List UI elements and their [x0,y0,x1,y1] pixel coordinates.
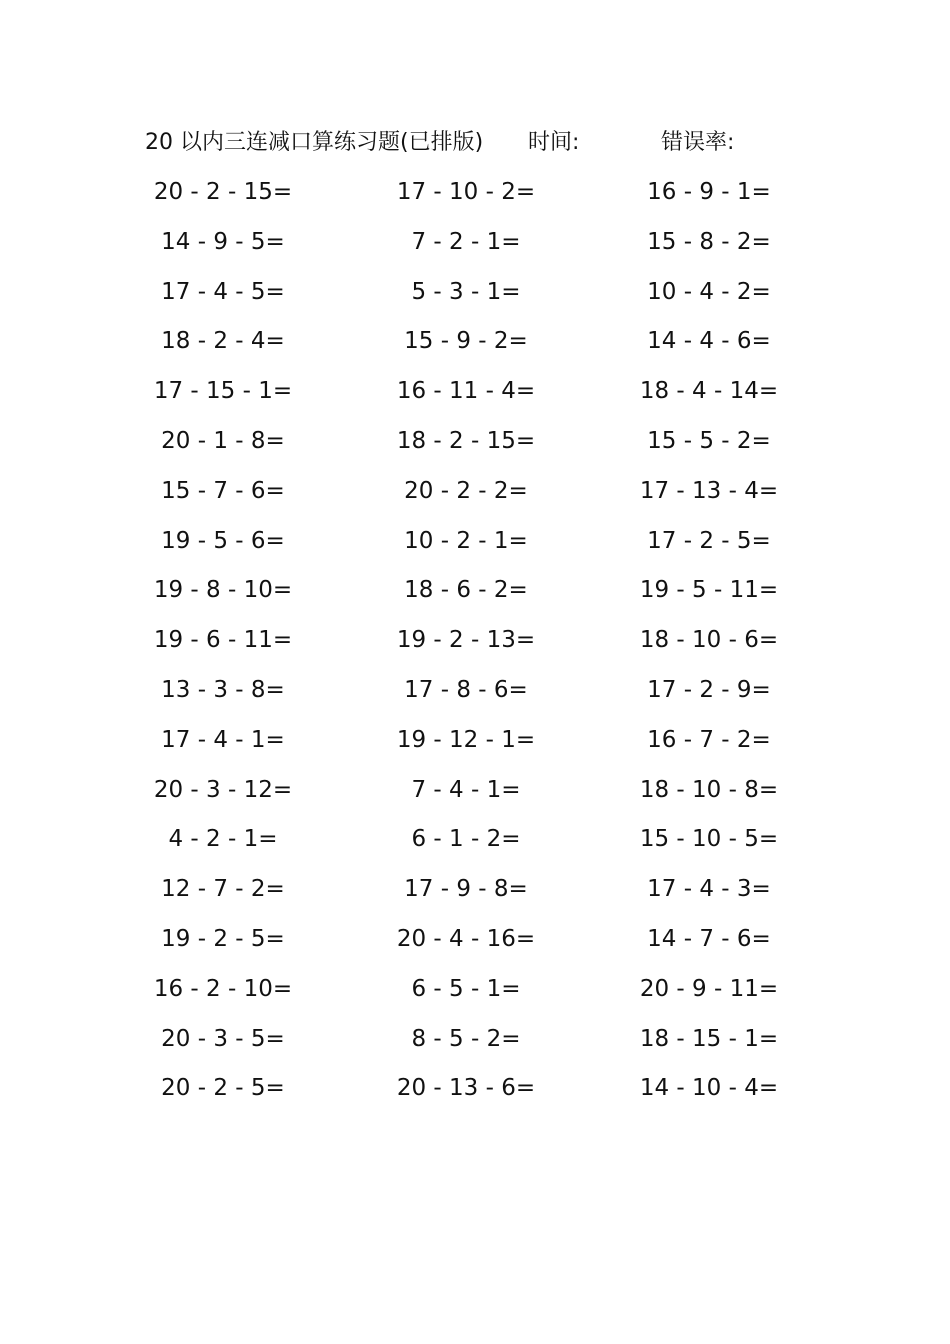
problem-cell: 10 - 4 - 2= [647,278,771,305]
time-label: 时间: [528,130,580,155]
problem-cell: 17 - 4 - 3= [647,876,771,903]
problem-row [0,172,950,222]
problem-cell: 18 - 2 - 4= [161,328,285,355]
problem-cell: 17 - 10 - 2= [396,179,536,205]
problem-cell: 6 - 1 - 2= [411,826,521,853]
problem-cell: 17 - 2 - 9= [647,676,771,703]
problem-row [0,521,950,571]
problem-cell: 17 - 4 - 1= [161,726,285,753]
problem-cell: 15 - 10 - 5= [639,826,779,853]
worksheet-title: 20 以内三连减口算练习题(已排版) [145,130,484,155]
problem-cell: 5 - 3 - 1= [411,278,521,305]
problem-cell: 18 - 6 - 2= [404,577,528,604]
problem-cell: 19 - 6 - 11= [153,627,293,654]
problem-row [0,421,950,471]
problem-cell: 6 - 5 - 1= [411,975,521,1002]
problem-cell: 14 - 7 - 6= [647,925,771,952]
problem-grid [0,172,950,1118]
problem-row [0,819,950,869]
problem-row [0,770,950,820]
problem-cell: 4 - 2 - 1= [168,826,278,853]
problem-cell: 17 - 2 - 5= [647,527,771,554]
problem-row [0,570,950,620]
worksheet-header [0,126,950,160]
problem-cell: 17 - 9 - 8= [404,876,528,903]
problem-cell: 19 - 12 - 1= [396,726,536,753]
problem-cell: 19 - 2 - 5= [161,925,285,952]
problem-cell: 17 - 8 - 6= [404,676,528,703]
problem-cell: 18 - 2 - 15= [396,427,536,454]
problem-cell: 18 - 15 - 1= [639,1025,779,1052]
problem-cell: 16 - 2 - 10= [153,975,293,1002]
problem-cell: 20 - 3 - 5= [161,1025,285,1052]
problem-row [0,272,950,322]
problem-cell: 15 - 7 - 6= [161,477,285,504]
problem-row [0,1019,950,1069]
problem-cell: 8 - 5 - 2= [411,1025,521,1052]
problem-row [0,620,950,670]
problem-cell: 20 - 9 - 11= [639,975,779,1002]
problem-cell: 17 - 15 - 1= [153,378,293,405]
problem-cell: 19 - 5 - 6= [161,527,285,554]
problem-cell: 18 - 10 - 6= [639,627,779,654]
problem-cell: 19 - 5 - 11= [639,577,779,604]
problem-cell: 17 - 13 - 4= [639,477,779,504]
problem-cell: 20 - 2 - 15= [153,179,293,205]
problem-cell: 18 - 10 - 8= [639,776,779,803]
problem-row [0,720,950,770]
problem-cell: 18 - 4 - 14= [639,378,779,405]
problem-cell: 14 - 4 - 6= [647,328,771,355]
problem-row [0,919,950,969]
problem-row [0,670,950,720]
problem-row [0,371,950,421]
problem-cell: 20 - 3 - 12= [153,776,293,803]
problem-row [0,969,950,1019]
problem-cell: 19 - 8 - 10= [153,577,293,604]
problem-cell: 20 - 4 - 16= [396,925,536,952]
problem-row [0,222,950,272]
problem-cell: 15 - 9 - 2= [404,328,528,355]
problem-cell: 20 - 1 - 8= [161,427,285,454]
problem-row [0,869,950,919]
problem-cell: 12 - 7 - 2= [161,876,285,903]
error-rate-label: 错误率: [661,130,735,155]
problem-cell: 7 - 4 - 1= [411,776,521,803]
problem-cell: 16 - 11 - 4= [396,378,536,405]
problem-cell: 16 - 7 - 2= [647,726,771,753]
problem-cell: 10 - 2 - 1= [404,527,528,554]
problem-cell: 15 - 8 - 2= [647,228,771,255]
problem-cell: 16 - 9 - 1= [647,179,771,205]
problem-cell: 19 - 2 - 13= [396,627,536,654]
problem-cell: 20 - 13 - 6= [396,1075,536,1102]
problem-cell: 14 - 10 - 4= [639,1075,779,1102]
problem-row [0,471,950,521]
problem-row [0,1068,950,1118]
problem-cell: 17 - 4 - 5= [161,278,285,305]
problem-row [0,321,950,371]
problem-cell: 7 - 2 - 1= [411,228,521,255]
problem-cell: 13 - 3 - 8= [161,676,285,703]
problem-cell: 20 - 2 - 2= [404,477,528,504]
problem-cell: 14 - 9 - 5= [161,228,285,255]
problem-cell: 20 - 2 - 5= [161,1075,285,1102]
problem-cell: 15 - 5 - 2= [647,427,771,454]
